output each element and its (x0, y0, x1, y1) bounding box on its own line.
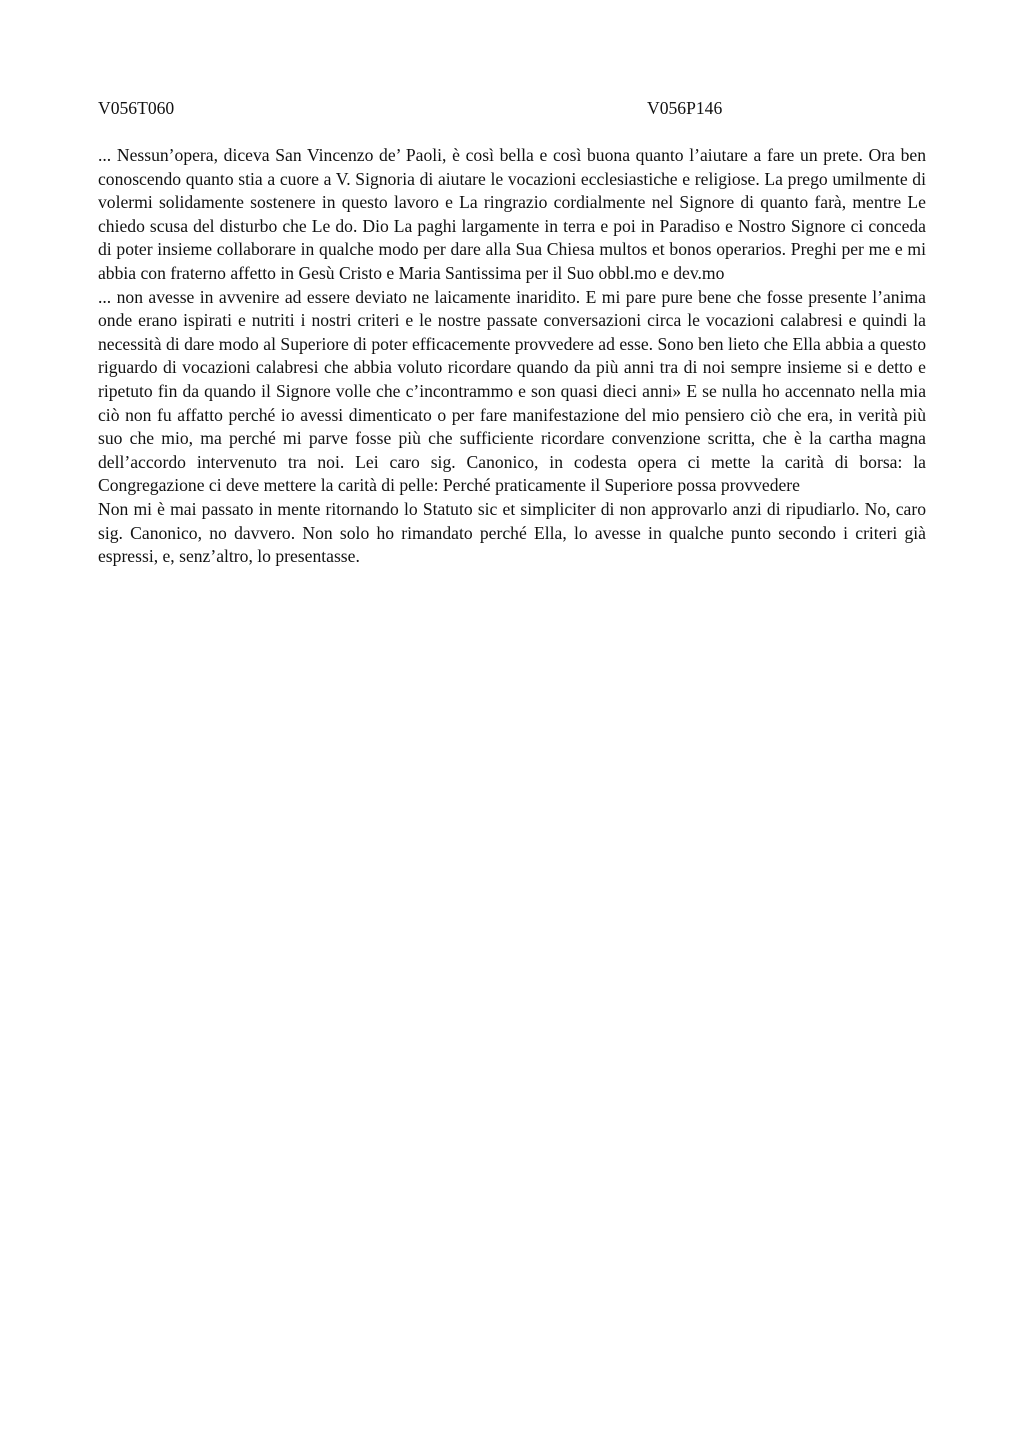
document-code: V056T060 (98, 98, 175, 118)
document-page (98, 97, 926, 569)
page-header (98, 97, 926, 121)
paragraph-2: ... non avesse in avvenire ad essere deviato ne laicamente inaridito. E mi pare pure bene che fosse presente l’anima onde erano ispirati e nutriti i nostri criteri e le nostre passate conversazioni circa le vocazioni calabresi e quindi la necessità di dare modo al Superiore di poter efficacemente provvedere ad esse. Sono ben lieto che Ella abbia a questo riguardo di vocazioni calabresi che abbia voluto ricordare quando da più anni tra di noi sempre insieme si e detto e ripetuto fin da quando il Signore volle che c’incontrammo e son quasi dieci anni» E se nulla ho accennato nella mia ciò non fu affatto perché io avessi dimenticato o per fare manifestazione del mio pensiero ciò che era, in verità più suo che mio, ma perché mi parve fosse più che sufficiente ricordare convenzione scritta, che è la cartha magna dell’accordo intervenuto tra noi. Lei caro sig. Canonico, in codesta opera ci mette la carità di borsa: la Congregazione ci deve mettere la carità di pelle: Perché praticamente il Superiore possa provvedere (98, 286, 926, 496)
page-code: V056P146 (647, 98, 723, 118)
paragraph-1: ... Nessun’opera, diceva San Vincenzo de’ Paoli, è così bella e così buona quanto l’aiutare a fare un prete. Ora ben conoscendo quanto stia a cuore a V. Signoria di aiutare le vocazioni ecclesiastiche e religiose. La prego umilmente di volermi solidamente sostenere in questo lavoro e La ringrazio cordialmente nel Signore di quanto farà, mentre Le chiedo scusa del disturbo che Le do. Dio La paghi largamente in terra e poi in Paradiso e Nostro Signore ci conceda di poter insieme collaborare in qualche modo per dare alla Sua Chiesa multos et bonos operarios. Preghi per me e mi abbia con fraterno affetto in Gesù Cristo e Maria Santissima per il Suo obbl.mo e dev.mo (98, 145, 926, 283)
paragraph-3: Non mi è mai passato in mente ritornando lo Statuto sic et simpliciter di non approvarlo anzi di ripudiarlo. No, caro sig. Canonico, no davvero. Non solo ho rimandato perché Ella, lo avesse in qualche punto secondo i criteri già espressi, e, senz’altro, lo presentasse. (98, 498, 926, 567)
letter-body (98, 144, 926, 569)
